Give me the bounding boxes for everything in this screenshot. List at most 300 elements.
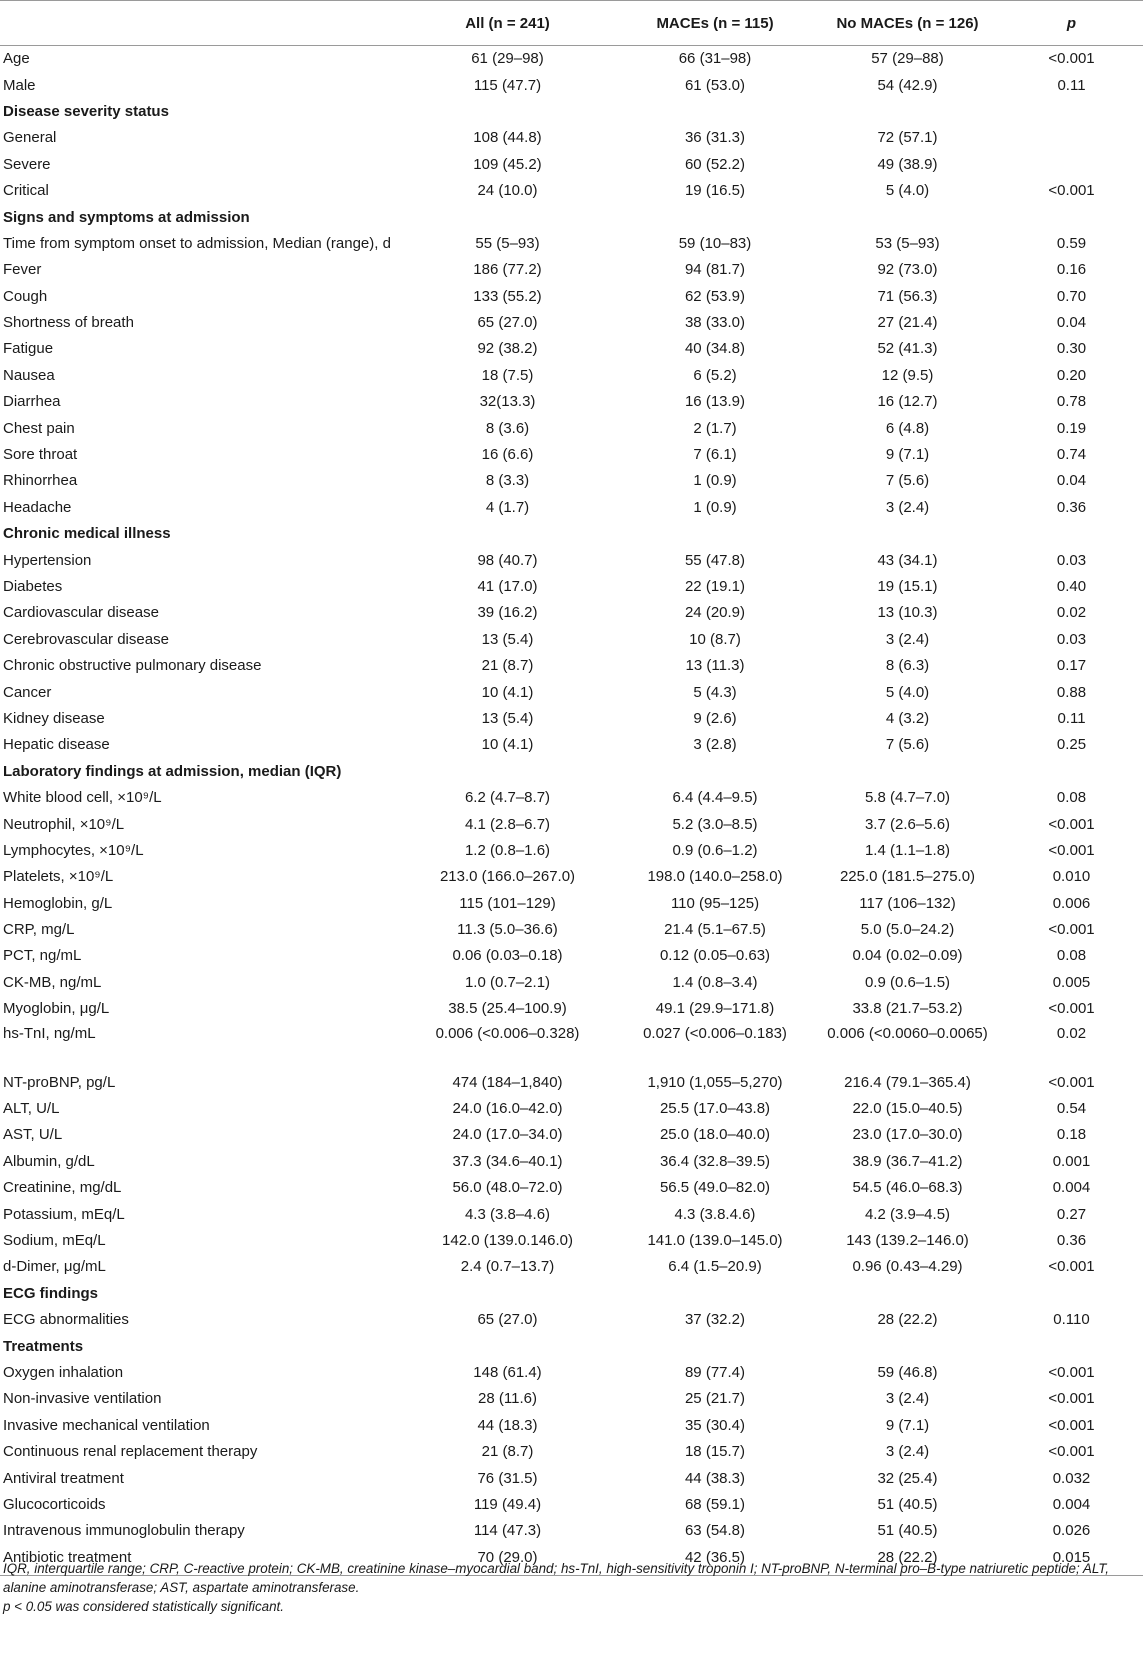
cell-p-value: 0.001 xyxy=(1052,1152,1091,1170)
cell-all: 37.3 (34.6–40.1) xyxy=(452,1152,563,1170)
cell-no-maces: 5 (4.0) xyxy=(885,683,930,701)
row-label: Hepatic disease xyxy=(3,736,110,754)
row-label: Diarrhea xyxy=(3,393,61,411)
cell-no-maces: 57 (29–88) xyxy=(871,50,944,68)
table-row xyxy=(0,1201,1143,1227)
cell-p-value: 0.88 xyxy=(1056,683,1087,701)
cell-no-maces: 6 (4.8) xyxy=(885,419,930,437)
row-label: Critical xyxy=(3,182,49,200)
table-row xyxy=(0,1439,1143,1465)
cell-maces: 56.5 (49.0–82.0) xyxy=(659,1179,771,1197)
table-row xyxy=(0,284,1143,310)
cell-no-maces: 19 (15.1) xyxy=(877,578,938,595)
cell-no-maces: 5 (4.0) xyxy=(885,182,930,200)
cell-no-maces: 54.5 (46.0–68.3) xyxy=(852,1179,963,1197)
row-label: Fatigue xyxy=(3,340,54,358)
row-label: NT-proBNP, pg/L xyxy=(3,1073,116,1091)
cell-all: 474 (184–1,840) xyxy=(452,1073,563,1091)
cell-all: 4.3 (3.8–4.6) xyxy=(464,1205,551,1223)
row-label: Antibiotic treatment xyxy=(0,1544,400,1575)
cell-all xyxy=(400,759,615,785)
row-label: ECG findings xyxy=(3,1284,98,1302)
section-header-row xyxy=(0,1281,1143,1307)
row-label: Signs and symptoms at admission xyxy=(3,208,250,226)
cell-all: 109 (45.2) xyxy=(473,155,542,173)
section-header-row xyxy=(0,759,1143,785)
cell-maces: 42 (36.5) xyxy=(615,1544,815,1575)
row-label: AST, U/L xyxy=(3,1126,63,1144)
row-label: CRP, mg/L xyxy=(3,921,75,939)
cell-all: 55 (5–93) xyxy=(475,234,540,252)
cell-p-value: 0.010 xyxy=(1052,868,1091,886)
row-label: Antiviral treatment xyxy=(3,1469,124,1487)
table-row xyxy=(0,1518,1143,1544)
table-row xyxy=(0,970,1143,996)
row-label: Fever xyxy=(3,261,42,279)
table-row xyxy=(0,415,1143,441)
row-label: ECG abnormalities xyxy=(3,1311,129,1329)
table-row xyxy=(0,46,1143,73)
cell-no-maces xyxy=(815,521,1000,547)
table-row xyxy=(0,1022,1143,1069)
cell-all: 32(13.3) xyxy=(479,393,536,411)
cell-all: 13 (5.4) xyxy=(481,630,534,648)
cell-no-maces: 54 (42.9) xyxy=(877,76,938,94)
cell-p-value: 0.032 xyxy=(1052,1469,1091,1487)
row-label: Creatinine, mg/dL xyxy=(3,1179,122,1197)
cell-p-value xyxy=(1000,125,1143,151)
cell-p-value: 0.25 xyxy=(1056,736,1087,754)
cell-p-value: 0.40 xyxy=(1056,578,1087,595)
table-row xyxy=(0,1096,1143,1122)
cell-maces: 49.1 (29.9–171.8) xyxy=(655,1000,775,1018)
cell-no-maces: 8 (6.3) xyxy=(885,657,930,675)
table-row xyxy=(0,336,1143,362)
row-label: Lymphocytes, ×10⁹/L xyxy=(3,841,144,859)
footnote-abbreviations: IQR, interquartile range; CRP, C-reactive protein; CK-MB, creatinine kinase–myocardial band; hs-TnI, high-sensitivity troponin I; NT-proBNP, N-terminal pro–B-type natriuretic peptide; ALT, alanine aminotransferase; AST, aspartate aminotransferase. xyxy=(3,1561,1109,1595)
table-row xyxy=(0,1069,1143,1095)
row-label: Age xyxy=(3,50,30,68)
cell-all: 38.5 (25.4–100.9) xyxy=(448,1000,567,1018)
cell-maces: 36.4 (32.8–39.5) xyxy=(659,1152,771,1170)
cell-maces: 5.2 (3.0–8.5) xyxy=(672,815,758,833)
table-row xyxy=(0,1386,1143,1412)
cell-all xyxy=(400,521,615,547)
cell-no-maces: 13 (10.3) xyxy=(877,604,938,622)
cell-no-maces: 3 (2.4) xyxy=(885,1443,930,1461)
row-label: Headache xyxy=(3,498,72,516)
cell-all: 28 (11.6) xyxy=(478,1390,537,1408)
cell-no-maces: 27 (21.4) xyxy=(877,314,938,332)
cell-maces: 35 (30.4) xyxy=(684,1416,746,1434)
cell-all: 24.0 (17.0–34.0) xyxy=(452,1126,563,1144)
cell-no-maces: 0.04 (0.02–0.09) xyxy=(852,947,963,965)
section-header-row xyxy=(0,1333,1143,1359)
cell-all xyxy=(400,1333,615,1359)
cell-maces: 63 (54.8) xyxy=(684,1522,746,1540)
cell-no-maces: 7 (5.6) xyxy=(885,736,930,754)
cell-maces: 9 (2.6) xyxy=(693,709,737,727)
cell-no-maces: 225.0 (181.5–275.0) xyxy=(839,868,976,886)
table-row xyxy=(0,706,1143,732)
cell-no-maces: 3.7 (2.6–5.6) xyxy=(864,815,951,833)
cell-no-maces: 117 (106–132) xyxy=(859,894,956,912)
row-label: Chronic medical illness xyxy=(3,525,171,543)
cell-no-maces: 28 (22.2) xyxy=(877,1311,938,1329)
table-row xyxy=(0,1228,1143,1254)
cell-maces: 0.12 (0.05–0.63) xyxy=(659,947,771,965)
cell-maces: 0.9 (0.6–1.2) xyxy=(672,841,758,859)
cell-p-value: <0.001 xyxy=(1048,1390,1095,1408)
table-row xyxy=(0,574,1143,600)
cell-no-maces: 49 (38.9) xyxy=(877,155,938,173)
cell-p-value: 0.004 xyxy=(1052,1495,1091,1513)
cell-p-value xyxy=(1000,152,1143,178)
cell-no-maces: 1.4 (1.1–1.8) xyxy=(864,841,951,859)
table-row xyxy=(0,864,1143,890)
cell-all: 10 (4.1) xyxy=(481,736,534,754)
cell-p-value: 0.17 xyxy=(1056,657,1087,675)
cell-all: 115 (47.7) xyxy=(473,76,542,94)
cell-p-value xyxy=(1000,204,1143,230)
row-label: d-Dimer, μg/mL xyxy=(3,1258,106,1276)
cell-maces: 10 (8.7) xyxy=(689,630,741,648)
cell-maces: 36 (31.3) xyxy=(684,129,746,147)
table-row xyxy=(0,257,1143,283)
cell-all: 115 (101–129) xyxy=(459,894,556,912)
cell-maces xyxy=(615,99,815,125)
row-label: Rhinorrhea xyxy=(3,472,78,490)
cell-p-value: <0.001 xyxy=(1048,1000,1095,1018)
cell-p-value: 0.006 xyxy=(1052,894,1091,912)
table-row xyxy=(0,1492,1143,1518)
row-label: Oxygen inhalation xyxy=(3,1363,124,1381)
cell-all: 114 (47.3) xyxy=(473,1522,542,1540)
cell-all xyxy=(400,204,615,230)
table-row xyxy=(0,1465,1143,1491)
cell-maces: 198.0 (140.0–258.0) xyxy=(647,868,783,886)
footnote-significance: p < 0.05 was considered statistically significant. xyxy=(3,1599,284,1614)
cell-no-maces: 43 (34.1) xyxy=(877,551,938,569)
cell-p-value: 0.74 xyxy=(1056,446,1087,464)
row-label: Time from symptom onset to admission, Median (range), d xyxy=(3,234,391,252)
cell-p-value: 0.27 xyxy=(1056,1205,1087,1223)
cell-maces: 4.3 (3.8.4.6) xyxy=(674,1205,756,1223)
table-row xyxy=(0,838,1143,864)
cell-all: 92 (38.2) xyxy=(477,340,538,358)
cell-maces: 24 (20.9) xyxy=(684,604,746,622)
cell-all: 70 (29.0) xyxy=(400,1544,615,1575)
cell-p-value: 0.54 xyxy=(1056,1100,1087,1118)
cell-no-maces: 0.9 (0.6–1.5) xyxy=(864,973,951,991)
table-row xyxy=(0,495,1143,521)
cell-all: 21 (8.7) xyxy=(481,657,534,675)
cell-all: 13 (5.4) xyxy=(481,709,534,727)
cell-maces: 0.027 (<0.006–0.183) xyxy=(643,1025,787,1043)
cell-p-value: 0.026 xyxy=(1052,1522,1091,1540)
cell-p-value: 0.30 xyxy=(1056,340,1087,358)
cell-maces: 61 (53.0) xyxy=(684,76,746,94)
cell-maces: 62 (53.9) xyxy=(684,287,746,305)
cell-p-value: 0.08 xyxy=(1056,947,1087,965)
cell-p-value: <0.001 xyxy=(1048,841,1095,859)
row-label: Nausea xyxy=(3,366,55,384)
cell-maces: 6.4 (4.4–9.5) xyxy=(672,789,758,807)
table-row xyxy=(0,679,1143,705)
table-row xyxy=(0,996,1143,1022)
cell-maces: 25.5 (17.0–43.8) xyxy=(659,1100,771,1118)
cell-p-value: <0.001 xyxy=(1048,1258,1095,1276)
cell-p-value: 0.16 xyxy=(1056,261,1087,279)
cell-p-value: <0.001 xyxy=(1048,182,1095,200)
cell-all: 21 (8.7) xyxy=(481,1443,534,1461)
cell-all: 108 (44.8) xyxy=(473,129,542,147)
row-label: Cancer xyxy=(3,683,52,701)
cell-all: 8 (3.6) xyxy=(485,419,530,437)
cell-maces: 7 (6.1) xyxy=(693,446,737,464)
cell-no-maces: 22.0 (15.0–40.5) xyxy=(852,1100,963,1118)
row-label: Sore throat xyxy=(3,446,78,464)
cell-maces: 66 (31–98) xyxy=(678,50,752,68)
table-row xyxy=(0,468,1143,494)
cell-no-maces: 3 (2.4) xyxy=(885,630,930,648)
cell-maces: 16 (13.9) xyxy=(684,393,746,411)
cell-maces: 1 (0.9) xyxy=(693,472,737,490)
cell-all: 41 (17.0) xyxy=(477,578,538,595)
row-label: Shortness of breath xyxy=(3,314,134,332)
cell-p-value xyxy=(1000,1281,1143,1307)
cell-no-maces: 16 (12.7) xyxy=(877,393,938,411)
cell-no-maces xyxy=(815,1333,1000,1359)
cell-no-maces: 38.9 (36.7–41.2) xyxy=(852,1152,963,1170)
cell-all xyxy=(400,1281,615,1307)
cell-all: 65 (27.0) xyxy=(477,314,538,332)
table-row xyxy=(0,1149,1143,1175)
cell-maces: 3 (2.8) xyxy=(693,736,737,754)
table-row xyxy=(0,811,1143,837)
row-label: Cardiovascular disease xyxy=(3,604,159,622)
cell-no-maces: 4.2 (3.9–4.5) xyxy=(864,1205,951,1223)
cell-all: 142.0 (139.0.146.0) xyxy=(442,1231,573,1249)
row-label: Invasive mechanical ventilation xyxy=(3,1416,210,1434)
row-label: Glucocorticoids xyxy=(3,1495,106,1513)
table-row xyxy=(0,917,1143,943)
cell-all: 133 (55.2) xyxy=(473,287,542,305)
table-row xyxy=(0,943,1143,969)
cell-p-value xyxy=(1000,99,1143,125)
table-row xyxy=(0,178,1143,204)
cell-all: 0.006 (<0.006–0.328) xyxy=(435,1025,580,1043)
cell-maces: 44 (38.3) xyxy=(684,1469,746,1487)
cell-p-value xyxy=(1000,521,1143,547)
table-row xyxy=(0,125,1143,151)
row-label: Neutrophil, ×10⁹/L xyxy=(3,815,125,833)
cell-maces: 18 (15.7) xyxy=(684,1443,746,1461)
cell-p-value: 0.59 xyxy=(1056,234,1087,252)
row-label: Chest pain xyxy=(3,419,75,437)
row-label: Chronic obstructive pulmonary disease xyxy=(3,657,262,675)
cell-no-maces: 28 (22.2) xyxy=(815,1544,1000,1575)
cell-maces: 60 (52.2) xyxy=(684,155,746,173)
cell-no-maces: 33.8 (21.7–53.2) xyxy=(852,1000,963,1018)
table-row xyxy=(0,1122,1143,1148)
cell-maces: 13 (11.3) xyxy=(685,657,745,675)
row-label: Continuous renal replacement therapy xyxy=(3,1443,258,1461)
row-label: Non-invasive ventilation xyxy=(3,1390,162,1408)
cell-all: 98 (40.7) xyxy=(477,551,538,569)
row-label: Disease severity status xyxy=(3,102,169,120)
cell-p-value: 0.36 xyxy=(1056,498,1087,516)
cell-p-value: 0.110 xyxy=(1053,1311,1090,1329)
cell-no-maces xyxy=(815,759,1000,785)
table-row xyxy=(0,1254,1143,1280)
cell-all: 24.0 (16.0–42.0) xyxy=(452,1100,563,1118)
header-all: All (n = 241) xyxy=(400,1,615,46)
cell-all: 8 (3.3) xyxy=(485,472,530,490)
cell-maces: 22 (19.1) xyxy=(684,578,746,595)
cell-no-maces: 92 (73.0) xyxy=(877,261,938,279)
section-header-row xyxy=(0,521,1143,547)
cell-p-value: <0.001 xyxy=(1048,1073,1095,1091)
row-label: PCT, ng/mL xyxy=(3,947,82,965)
row-label: Severe xyxy=(3,155,51,173)
table-row xyxy=(0,389,1143,415)
cell-all: 24 (10.0) xyxy=(477,182,538,200)
cell-all: 148 (61.4) xyxy=(473,1363,542,1381)
cell-all: 44 (18.3) xyxy=(477,1416,538,1434)
cell-maces: 2 (1.7) xyxy=(693,419,737,437)
cell-all: 65 (27.0) xyxy=(477,1311,538,1329)
cell-p-value: 0.11 xyxy=(1057,76,1086,94)
cell-p-value: <0.001 xyxy=(1048,921,1095,939)
row-label: Cerebrovascular disease xyxy=(3,630,169,648)
cell-no-maces: 51 (40.5) xyxy=(877,1495,938,1513)
table-row xyxy=(0,1175,1143,1201)
section-header-row xyxy=(0,204,1143,230)
cell-all xyxy=(400,99,615,125)
cell-no-maces: 9 (7.1) xyxy=(885,446,930,464)
row-label: Platelets, ×10⁹/L xyxy=(3,868,114,886)
cell-p-value: 0.78 xyxy=(1056,393,1087,411)
header-variable xyxy=(0,1,400,46)
cell-all: 61 (29–98) xyxy=(471,50,544,68)
cell-p-value: 0.36 xyxy=(1056,1231,1087,1249)
cell-all: 2.4 (0.7–13.7) xyxy=(460,1258,555,1276)
row-label: ALT, U/L xyxy=(3,1100,60,1118)
cell-all: 4 (1.7) xyxy=(485,498,530,516)
cell-maces: 21.4 (5.1–67.5) xyxy=(664,921,766,939)
table-footnote xyxy=(3,1559,1139,1616)
cell-no-maces: 0.006 (<0.0060–0.0065) xyxy=(827,1025,988,1043)
row-label: Kidney disease xyxy=(3,709,105,727)
cell-all: 16 (6.6) xyxy=(481,446,534,464)
cell-p-value: <0.001 xyxy=(1048,50,1095,68)
cell-no-maces: 143 (139.2–146.0) xyxy=(846,1231,969,1249)
cell-no-maces: 5.0 (5.0–24.2) xyxy=(860,921,955,939)
cell-maces: 19 (16.5) xyxy=(684,182,746,200)
row-label: CK-MB, ng/mL xyxy=(3,973,102,991)
table-row xyxy=(0,1360,1143,1386)
table-row xyxy=(0,442,1143,468)
cell-all: 39 (16.2) xyxy=(477,604,538,622)
table-row xyxy=(0,310,1143,336)
header-maces: MACEs (n = 115) xyxy=(615,1,815,46)
row-label: Potassium, mEq/L xyxy=(3,1205,125,1223)
cell-all: 56.0 (48.0–72.0) xyxy=(452,1179,563,1197)
cell-maces: 68 (59.1) xyxy=(684,1495,746,1513)
section-header-row xyxy=(0,99,1143,125)
cell-no-maces xyxy=(815,99,1000,125)
cell-maces xyxy=(615,1281,815,1307)
cell-no-maces: 9 (7.1) xyxy=(885,1416,930,1434)
cell-no-maces: 32 (25.4) xyxy=(877,1469,938,1487)
cell-p-value: 0.005 xyxy=(1052,973,1091,991)
cell-no-maces: 3 (2.4) xyxy=(885,498,930,516)
row-label: Hemoglobin, g/L xyxy=(3,894,113,912)
cell-maces: 38 (33.0) xyxy=(684,314,746,332)
cell-p-value: <0.001 xyxy=(1048,1443,1095,1461)
row-label: Male xyxy=(3,76,36,94)
cell-p-value: 0.03 xyxy=(1056,551,1087,569)
cell-maces xyxy=(615,521,815,547)
table-row xyxy=(0,231,1143,257)
row-label: Cough xyxy=(3,287,48,305)
cell-all: 18 (7.5) xyxy=(481,366,534,384)
cell-maces: 59 (10–83) xyxy=(678,234,752,252)
cell-all: 186 (77.2) xyxy=(473,261,542,279)
cell-p-value: 0.70 xyxy=(1056,287,1087,305)
cell-p-value: 0.03 xyxy=(1056,630,1087,648)
cell-all: 119 (49.4) xyxy=(473,1495,542,1513)
cell-all: 1.2 (0.8–1.6) xyxy=(464,841,551,859)
cell-p-value: <0.001 xyxy=(1048,1363,1095,1381)
cell-p-value: 0.02 xyxy=(1056,604,1087,622)
cell-maces: 37 (32.2) xyxy=(684,1311,746,1329)
cell-no-maces: 4 (3.2) xyxy=(885,709,930,727)
cell-no-maces: 52 (41.3) xyxy=(877,340,938,358)
table-row xyxy=(0,547,1143,573)
row-label: hs-TnI, ng/mL xyxy=(3,1025,96,1043)
cell-maces: 25 (21.7) xyxy=(684,1390,746,1408)
cell-maces: 25.0 (18.0–40.0) xyxy=(659,1126,771,1144)
row-label: Myoglobin, μg/L xyxy=(3,1000,110,1018)
row-label: Treatments xyxy=(3,1337,84,1355)
cell-maces: 1.4 (0.8–3.4) xyxy=(672,973,758,991)
cell-no-maces: 72 (57.1) xyxy=(877,129,938,147)
cell-no-maces: 5.8 (4.7–7.0) xyxy=(864,789,951,807)
table-row xyxy=(0,1307,1143,1333)
cell-p-value: 0.015 xyxy=(1000,1544,1143,1575)
table-row xyxy=(0,1413,1143,1439)
row-label: White blood cell, ×10⁹/L xyxy=(3,789,162,807)
cell-p-value: 0.19 xyxy=(1056,419,1087,437)
cell-p-value: 0.08 xyxy=(1056,789,1087,807)
table-header xyxy=(0,1,1143,46)
cell-all: 0.06 (0.03–0.18) xyxy=(452,947,563,965)
cell-maces: 110 (95–125) xyxy=(670,894,760,912)
table-row xyxy=(0,785,1143,811)
table-row xyxy=(0,600,1143,626)
row-label: General xyxy=(3,129,57,147)
cell-p-value: <0.001 xyxy=(1048,1416,1095,1434)
row-label: Laboratory findings at admission, median (IQR) xyxy=(3,762,342,780)
cell-no-maces: 51 (40.5) xyxy=(877,1522,938,1540)
cell-no-maces xyxy=(815,1281,1000,1307)
cell-no-maces: 59 (46.8) xyxy=(877,1363,938,1381)
cell-p-value: 0.18 xyxy=(1056,1126,1087,1144)
cell-all: 4.1 (2.8–6.7) xyxy=(464,815,551,833)
table-body xyxy=(0,46,1143,1576)
